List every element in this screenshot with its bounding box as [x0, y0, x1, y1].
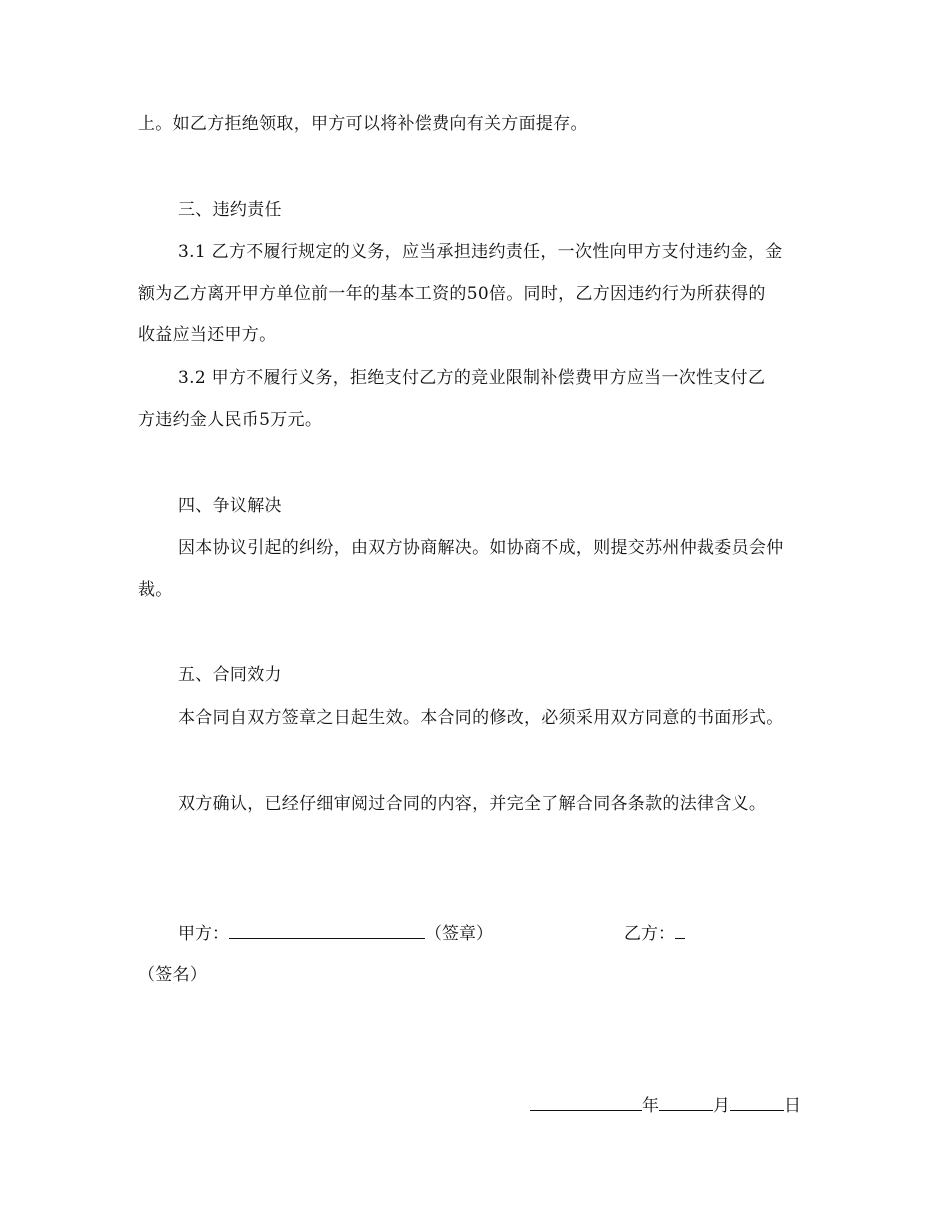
paragraph-line: 因本协议引起的纠纷，由双方协商解决。如协商不成，则提交苏州仲裁委员会仲 [178, 538, 784, 558]
party-a-signature [178, 922, 493, 944]
paragraph-line: 3.1 乙方不履行规定的义务，应当承担违约责任，一次性向甲方支付违约金，金 [178, 242, 783, 262]
party-a-seal: （签章） [425, 924, 493, 944]
month-blank[interactable] [659, 1094, 713, 1111]
year-label: 年 [642, 1096, 659, 1116]
paragraph-line: 方违约金人民币5万元。 [138, 410, 323, 430]
party-b-sign: （签名） [138, 965, 208, 985]
party-b-label: 乙方： [624, 924, 675, 944]
paragraph-line: 收益应当还甲方。 [138, 325, 277, 345]
section-heading: 三、违约责任 [178, 200, 282, 220]
paragraph-line: 裁。 [138, 580, 173, 600]
month-label: 月 [713, 1096, 730, 1116]
paragraph-line: 3.2 甲方不履行义务，拒绝支付乙方的竞业限制补偿费甲方应当一次性支付乙 [178, 368, 766, 388]
confirmation-line: 双方确认，已经仔细审阅过合同的内容，并完全了解合同各条款的法律含义。 [178, 794, 767, 814]
year-blank[interactable] [530, 1094, 642, 1111]
paragraph-line: 本合同自双方签章之日起生效。本合同的修改，必须采用双方同意的书面形式。 [178, 708, 784, 728]
party-a-blank[interactable] [229, 922, 425, 939]
party-a-label: 甲方： [178, 924, 229, 944]
date-line [530, 1094, 801, 1116]
day-blank[interactable] [730, 1094, 784, 1111]
party-b-blank[interactable] [675, 922, 685, 939]
paragraph-line: 额为乙方离开甲方单位前一年的基本工资的50倍。同时，乙方因违约行为所获得的 [138, 284, 766, 304]
section-heading: 五、合同效力 [178, 665, 282, 685]
day-label: 日 [784, 1096, 801, 1116]
section-heading: 四、争议解决 [178, 496, 282, 516]
paragraph-line: 上。如乙方拒绝领取，甲方可以将补偿费向有关方面提存。 [138, 114, 588, 134]
party-b-signature [624, 922, 685, 944]
